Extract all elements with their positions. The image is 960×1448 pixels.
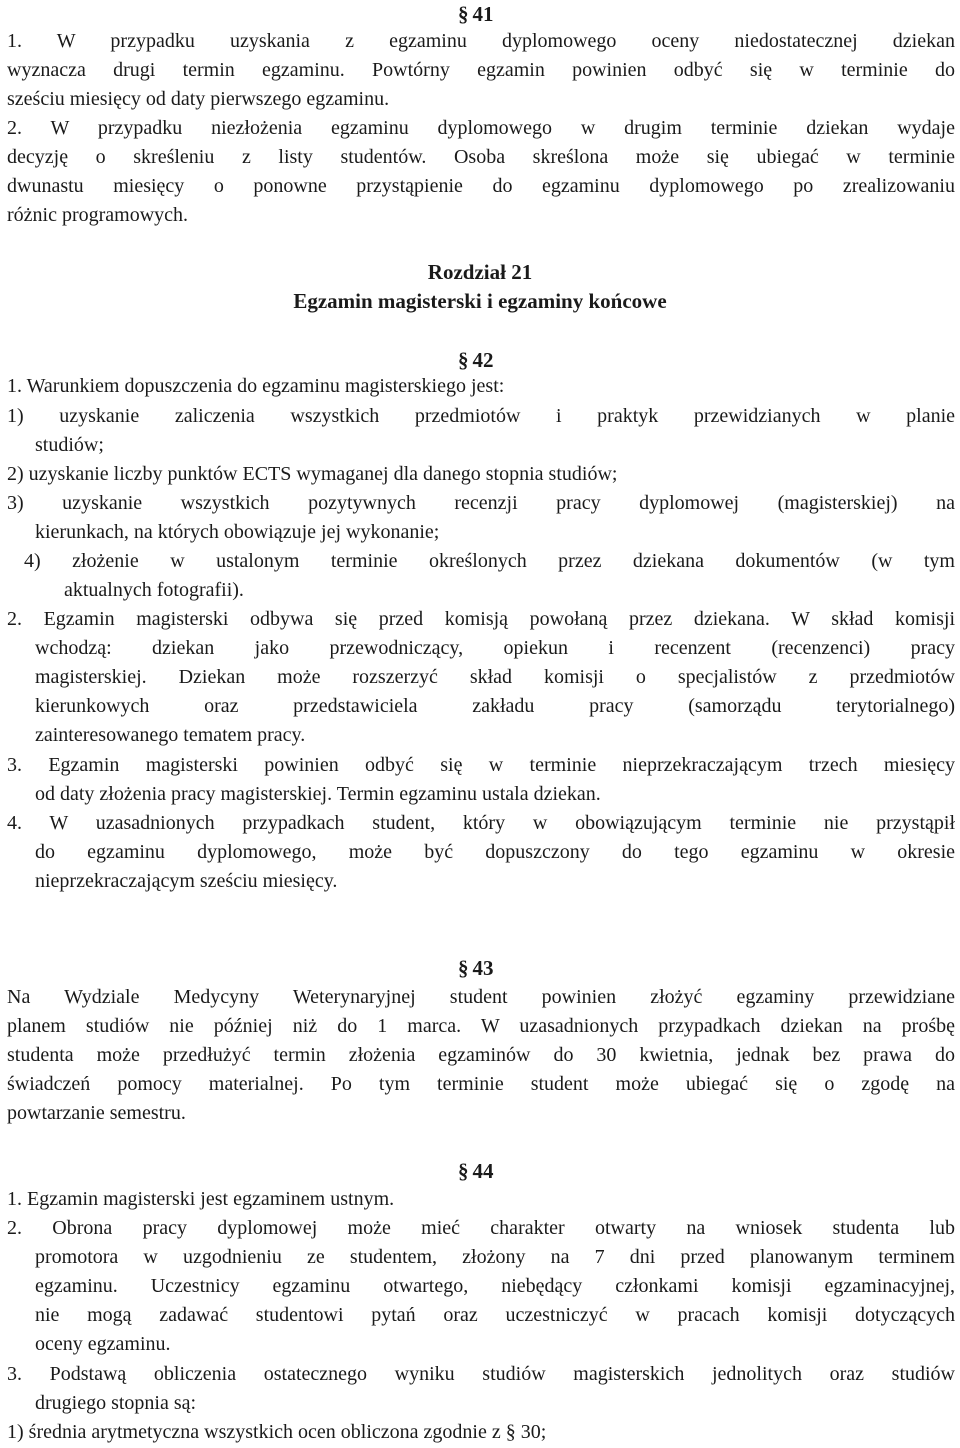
- text-line: kierunkach, na których obowiązuje jej wykonanie;: [35, 521, 440, 543]
- text-line: od daty złożenia pracy magisterskiej. Termin egzaminu ustala dziekan.: [35, 783, 601, 805]
- text-line: planem studiów nie później niż do 1 marca. W uzasadnionych przypadkach dziekan na prośbę: [7, 1015, 955, 1037]
- s42-paragraph-4: [7, 809, 955, 896]
- text-line: 4) złożenie w ustalonym terminie określonych przez dziekana dokumentów (w tym: [24, 550, 955, 572]
- s42-item-4: [12, 547, 955, 605]
- text-line: egzaminu. Uczestnicy egzaminu otwartego, niebędący członkami komisji egzaminacyjnej,: [35, 1275, 955, 1297]
- text-line: do egzaminu dyplomowego, może być dopuszczony do tego egzaminu w okresie: [35, 841, 955, 863]
- s42-paragraph-3: [7, 751, 955, 809]
- text-line: 3) uzyskanie wszystkich pozytywnych recenzji pracy dyplomowej (magisterskiej) na: [7, 492, 955, 514]
- text-line: kierunkowych oraz przedstawiciela zakładu pracy (samorządu terytorialnego): [35, 695, 955, 717]
- text-line: magisterskiej. Dziekan może rozszerzyć skład komisji o specjalistów z przedmiotów: [35, 666, 955, 688]
- text-line: 1. Egzamin magisterski jest egzaminem ustnym.: [7, 1188, 395, 1210]
- text-line: 2. Egzamin magisterski odbywa się przed komisją powołaną przez dziekana. W skład komisji: [7, 608, 955, 630]
- text-line: drugiego stopnia są:: [35, 1392, 197, 1414]
- text-line: promotora w uzgodnieniu ze studentem, złożony na 7 dni przed planowanym terminem: [35, 1246, 955, 1268]
- text-line: oceny egzaminu.: [35, 1333, 171, 1355]
- section-heading-43: [458, 954, 494, 983]
- s44-paragraph-1: [7, 1185, 955, 1214]
- s42-paragraph-2: [7, 605, 955, 750]
- s41-paragraph-2: [7, 114, 955, 230]
- section-heading-42: [458, 346, 494, 375]
- s42-item-1: [7, 402, 955, 460]
- section-sign-icon: §: [458, 348, 469, 372]
- s44-item-1: [7, 1418, 955, 1447]
- s44-paragraph-3: [7, 1360, 955, 1418]
- text-line: decyzję o skreśleniu z listy studentów. Osoba skreślona może się ubiegać w terminie: [7, 146, 955, 168]
- section-number: 43: [472, 956, 494, 980]
- chapter-subtitle: Egzamin magisterski i egzaminy końcowe: [293, 289, 667, 313]
- section-heading-44: [458, 1157, 494, 1186]
- text-line: nieprzekraczającym sześciu miesięcy.: [35, 870, 338, 892]
- text-line: 2. W przypadku niezłożenia egzaminu dyplomowego w drugim terminie dziekan wydaje: [7, 117, 955, 139]
- text-line: 2) uzyskanie liczby punktów ECTS wymaganej dla danego stopnia studiów;: [7, 463, 618, 485]
- text-line: studiów;: [35, 434, 104, 456]
- s43-paragraph-1: [7, 983, 955, 1128]
- text-line: nie mogą zadawać studentowi pytań oraz uczestniczyć w pracach komisji dotyczących: [35, 1304, 955, 1326]
- text-line: wyznacza drugi termin egzaminu. Powtórny egzamin powinien odbyć się w terminie do: [7, 59, 955, 81]
- s42-paragraph-1: [7, 372, 955, 401]
- text-line: 3. Podstawą obliczenia ostatecznego wyniku studiów magisterskich jednolitych oraz studiów: [7, 1363, 955, 1385]
- text-line: dwunastu miesięcy o ponowne przystąpienie do egzaminu dyplomowego po zrealizowaniu: [7, 175, 955, 197]
- s42-item-2: [7, 460, 955, 489]
- section-sign-icon: §: [458, 1159, 469, 1183]
- text-line: 1. Warunkiem dopuszczenia do egzaminu magisterskiego jest:: [7, 375, 505, 397]
- text-line: 1) średnia arytmetyczna wszystkich ocen obliczona zgodnie z § 30;: [7, 1421, 547, 1443]
- section-number: 44: [472, 1159, 494, 1183]
- text-line: świadczeń pomocy materialnej. Po tym terminie student może ubiegać się o zgodę na: [7, 1073, 955, 1095]
- text-line: zainteresowanego tematem pracy.: [35, 724, 306, 746]
- chapter-title: Rozdział 21: [427, 260, 533, 284]
- text-line: 1. W przypadku uzyskania z egzaminu dyplomowego oceny niedostatecznej dziekan: [7, 30, 955, 52]
- text-line: aktualnych fotografii).: [64, 579, 244, 601]
- text-line: różnic programowych.: [7, 204, 189, 226]
- text-line: Na Wydziale Medycyny Weterynaryjnej student powinien złożyć egzaminy przewidziane: [7, 986, 955, 1008]
- text-line: 2. Obrona pracy dyplomowej może mieć charakter otwarty na wniosek studenta lub: [7, 1217, 955, 1239]
- section-heading-41: [458, 0, 494, 29]
- text-line: powtarzanie semestru.: [7, 1102, 186, 1124]
- text-line: 1) uzyskanie zaliczenia wszystkich przedmiotów i praktyk przewidzianych w planie: [7, 405, 955, 427]
- s41-paragraph-1: [7, 27, 955, 114]
- section-sign-icon: §: [458, 2, 469, 26]
- text-line: 3. Egzamin magisterski powinien odbyć się w terminie nieprzekraczającym trzech miesięcy: [7, 754, 955, 776]
- section-number: 42: [472, 348, 494, 372]
- text-line: sześciu miesięcy od daty pierwszego egzaminu.: [7, 88, 390, 110]
- s42-item-3: [7, 489, 955, 547]
- text-line: 4. W uzasadnionych przypadkach student, który w obowiązującym terminie nie przystąpił: [7, 812, 955, 834]
- text-line: studenta może przedłużyć termin złożenia egzaminów do 30 kwietnia, jednak bez prawa do: [7, 1044, 955, 1066]
- section-sign-icon: §: [458, 956, 469, 980]
- text-line: wchodzą: dziekan jako przewodniczący, opiekun i recenzent (recenzenci) pracy: [35, 637, 955, 659]
- section-number: 41: [472, 2, 494, 26]
- s44-paragraph-2: [7, 1214, 955, 1359]
